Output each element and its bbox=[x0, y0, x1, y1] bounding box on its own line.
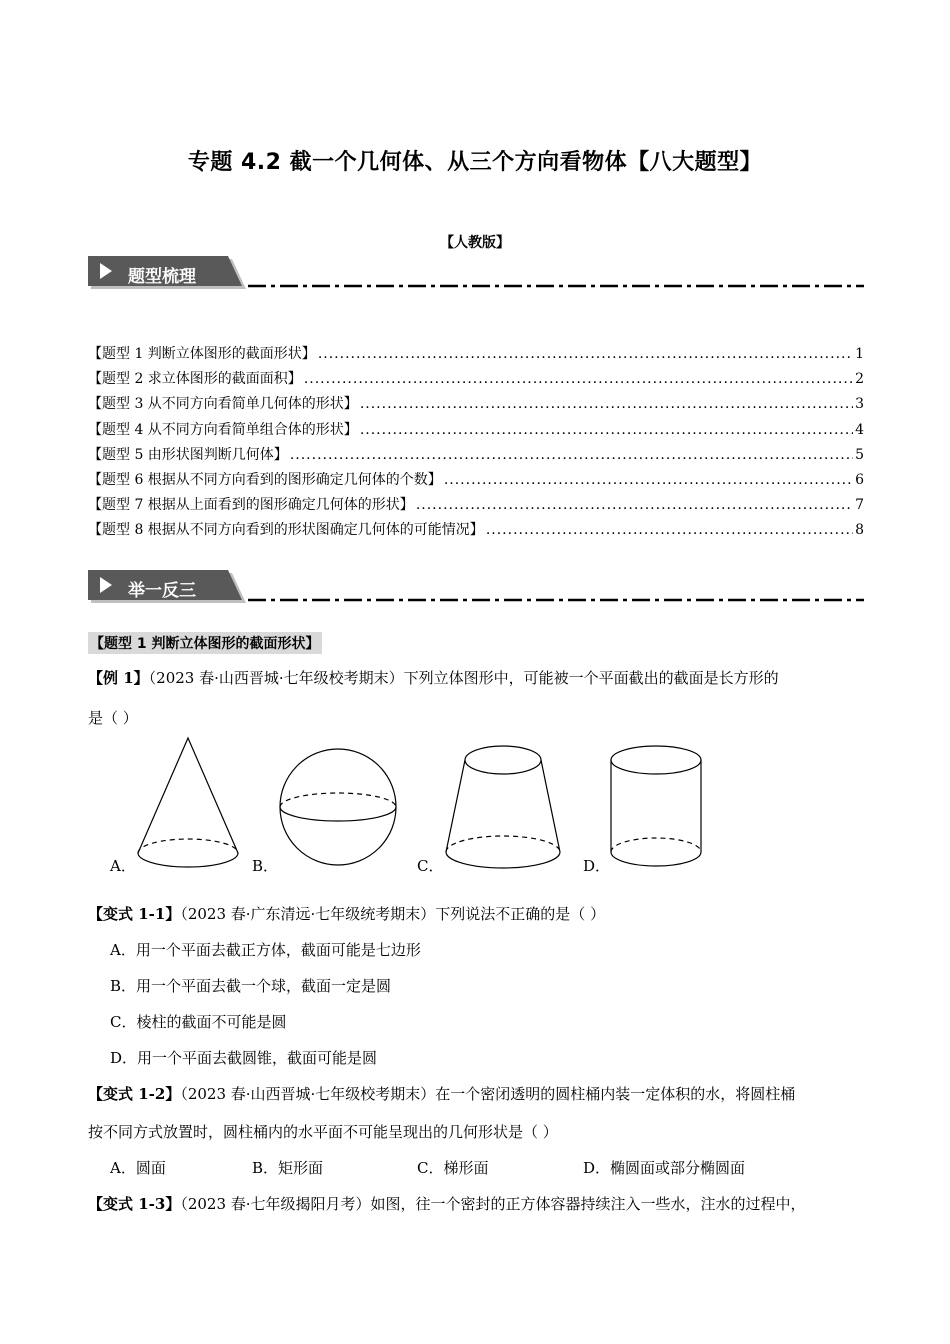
toc-leader bbox=[444, 472, 853, 488]
cylinder-figure bbox=[606, 742, 706, 874]
variant-1-1-question bbox=[88, 903, 605, 924]
toc-item-label: 【题型 1 判断立体图形的截面形状】 bbox=[88, 346, 316, 362]
toc-item-page: 1 bbox=[855, 346, 864, 362]
toc-leader bbox=[304, 371, 853, 387]
toc-item-label: 【题型 7 根据从上面看到的图形确定几何体的形状】 bbox=[88, 497, 414, 514]
example-1-line1 bbox=[88, 667, 779, 688]
variant-1-2-option-c[interactable]: C．梯形面 bbox=[417, 1159, 489, 1177]
toc-leader bbox=[360, 422, 853, 438]
edition-label: 【人教版】 bbox=[440, 235, 510, 251]
toc-item[interactable] bbox=[88, 393, 864, 418]
toc-item-page: 5 bbox=[855, 446, 864, 463]
variant-1-1-tag: 【变式 1-1】 bbox=[88, 905, 181, 923]
toc-item[interactable] bbox=[88, 343, 864, 368]
toc-leader bbox=[486, 522, 853, 538]
outline-banner bbox=[88, 256, 248, 290]
variant-1-2-text: （2023 春·山西晋城·七年级校考期末）在一个密闭透明的圆柱桶内装一定体积的水，将圆柱桶 bbox=[180, 1085, 796, 1103]
outline-banner-label: 题型梳理 bbox=[128, 267, 196, 287]
sphere-figure bbox=[276, 745, 400, 869]
toc-item-label: 【题型 6 根据从不同方向看到的图形确定几何体的个数】 bbox=[88, 471, 442, 488]
toc-item-page: 8 bbox=[855, 522, 864, 539]
toc-item-page: 6 bbox=[855, 471, 864, 488]
variant-1-2-line2: 按不同方式放置时，圆柱桶内的水平面不可能呈现出的几何形状是（ ） bbox=[88, 1123, 558, 1141]
variant-1-3-line1 bbox=[88, 1193, 806, 1214]
outline-dash-divider bbox=[248, 284, 864, 288]
toc-leader bbox=[318, 346, 853, 362]
toc-item[interactable] bbox=[88, 469, 864, 494]
document-title: 专题 4.2 截一个几何体、从三个方向看物体【八大题型】 bbox=[187, 150, 763, 175]
variant-1-2-tag: 【变式 1-2】 bbox=[88, 1085, 181, 1103]
cone-figure bbox=[133, 735, 243, 875]
toc-leader bbox=[416, 497, 853, 513]
toc-item-page: 7 bbox=[855, 497, 864, 514]
practice-dash-divider bbox=[248, 598, 864, 602]
variant-1-3-tag: 【变式 1-3】 bbox=[88, 1195, 181, 1213]
table-of-contents bbox=[88, 343, 864, 545]
toc-item-label: 【题型 2 求立体图形的截面面积】 bbox=[88, 371, 302, 388]
practice-banner-label: 举一反三 bbox=[128, 581, 196, 601]
variant-1-2-option-d[interactable]: D．椭圆面或部分椭圆面 bbox=[583, 1159, 746, 1177]
toc-item-label: 【题型 8 根据从不同方向看到的形状图确定几何体的可能情况】 bbox=[88, 522, 484, 539]
variant-1-2-line1 bbox=[88, 1083, 795, 1104]
variant-1-1-option-c[interactable]: C．棱柱的截面不可能是圆 bbox=[110, 1013, 287, 1031]
variant-1-1-option-b[interactable]: B．用一个平面去截一个球，截面一定是圆 bbox=[110, 977, 392, 995]
toc-item-label: 【题型 4 从不同方向看简单组合体的形状】 bbox=[88, 421, 358, 438]
toc-item[interactable] bbox=[88, 419, 864, 444]
section-heading-type1: 【题型 1 判断立体图形的截面形状】 bbox=[88, 632, 322, 654]
toc-leader bbox=[290, 447, 853, 463]
variant-1-1-text: （2023 春·广东清远·七年级统考期末）下列说法不正确的是（ ） bbox=[180, 905, 606, 923]
example-1-text: （2023 春·山西晋城·七年级校考期末）下列立体图形中，可能被一个平面截出的截面是长方形的 bbox=[148, 669, 779, 687]
option-c-label: C． bbox=[417, 857, 444, 875]
toc-item[interactable] bbox=[88, 444, 864, 469]
variant-1-2-option-b[interactable]: B．矩形面 bbox=[252, 1159, 324, 1177]
option-b-label: B． bbox=[252, 857, 279, 875]
variant-1-1-option-d[interactable]: D．用一个平面去截圆锥，截面可能是圆 bbox=[110, 1049, 378, 1067]
option-d-label: D． bbox=[583, 857, 611, 875]
example-1-line2: 是（ ） bbox=[88, 709, 138, 727]
toc-item[interactable] bbox=[88, 494, 864, 519]
toc-item-label: 【题型 3 从不同方向看简单几何体的形状】 bbox=[88, 396, 358, 413]
example-1-tag: 【例 1】 bbox=[88, 669, 149, 687]
toc-item[interactable] bbox=[88, 519, 864, 544]
variant-1-1-option-a[interactable]: A．用一个平面去截正方体，截面可能是七边形 bbox=[110, 941, 421, 959]
toc-item-label: 【题型 5 由形状图判断几何体】 bbox=[88, 446, 288, 463]
toc-item-page: 3 bbox=[855, 396, 864, 413]
toc-item-page: 2 bbox=[855, 371, 864, 388]
toc-item-page: 4 bbox=[855, 421, 864, 438]
toc-leader bbox=[360, 396, 853, 412]
variant-1-3-text: （2023 春·七年级揭阳月考）如图，往一个密封的正方体容器持续注入一些水，注水的过程中， bbox=[180, 1195, 806, 1213]
variant-1-2-option-a[interactable]: A．圆面 bbox=[110, 1159, 166, 1177]
frustum-figure bbox=[443, 740, 563, 875]
toc-item[interactable] bbox=[88, 368, 864, 393]
option-a-label: A． bbox=[110, 857, 136, 875]
practice-banner bbox=[88, 570, 248, 604]
example-1-figures bbox=[88, 730, 864, 880]
